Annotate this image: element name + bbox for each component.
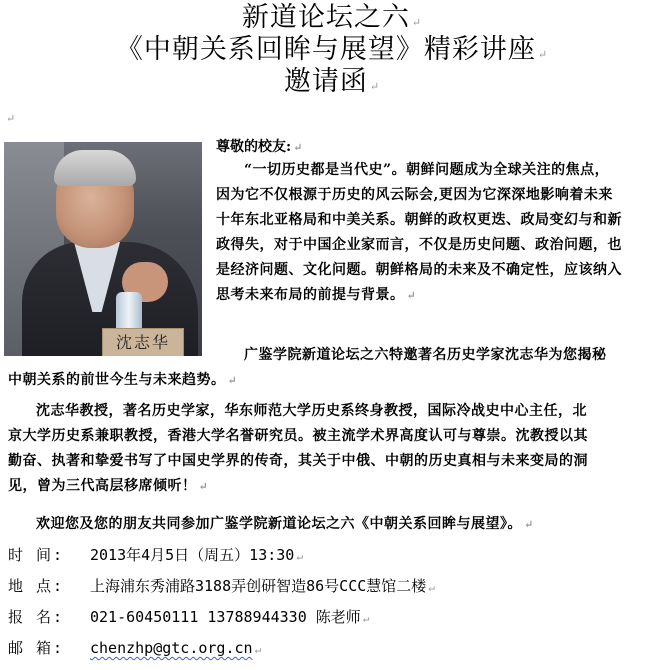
- info-signup: [8, 604, 369, 632]
- paragraph-line: 沈志华教授，著名历史学家，华东师范大学历史系终身教授，国际冷战史中心主任，北: [36, 403, 587, 419]
- paragraph-line: 是经济问题、文化问题。朝鲜格局的未来及不确定性，应该纳入: [216, 262, 622, 278]
- return-mark-icon: ↵: [293, 141, 303, 154]
- paragraph-line: 广鉴学院新道论坛之六特邀著名历史学家沈志华为您揭秘: [244, 347, 607, 363]
- paragraph-line: “一切历史都是当代史”。朝鲜问题成为全球关注的焦点，: [244, 162, 610, 178]
- email-label: 邮 箱:: [8, 639, 65, 657]
- paragraph-line: [8, 474, 660, 499]
- letter-paragraph-2-start: [216, 343, 660, 368]
- time-value: 2013年4月5日（周五）13:30: [90, 546, 295, 564]
- signup-value: 021-60450111 13788944330 陈老师: [90, 608, 361, 626]
- info-place: [8, 573, 435, 601]
- return-mark-icon: ↵: [406, 289, 417, 302]
- paragraph-line: 十年东北亚格局和中美关系。朝鲜的政权更迭、政局变幻与和新: [216, 212, 622, 228]
- speaker-nameplate: 沈志华: [102, 328, 184, 356]
- paragraph-line-text: 思考未来布局的前提与背景。: [216, 287, 405, 303]
- place-value: 上海浦东秀浦路3188弄创研智造86号CCC慧馆二楼: [90, 577, 427, 595]
- return-mark-icon: ↵: [411, 16, 423, 29]
- return-mark-icon: ↵: [428, 581, 435, 594]
- paragraph-line: [8, 512, 660, 537]
- photo-hair: [54, 150, 136, 186]
- return-mark-icon: ↵: [369, 80, 381, 93]
- info-email: [8, 635, 261, 663]
- return-mark-icon: ↵: [362, 612, 370, 625]
- place-label: 地 点:: [8, 577, 65, 595]
- title-text-2: 《中朝关系回眸与展望》精彩讲座: [115, 34, 536, 65]
- return-mark-icon: ↵: [254, 643, 262, 656]
- paragraph-line: 京大学历史系兼职教授，香港大学名誉研究员。被主流学术界高度认可与尊崇。沈教授以其: [8, 428, 588, 444]
- return-mark-icon: ↵: [537, 48, 549, 61]
- return-mark-icon: ↵: [524, 518, 534, 531]
- paragraph-line: 因为它不仅根源于历史的风云际会,更因为它深深地影响着未来: [216, 187, 613, 203]
- paragraph-line: 勤奋、执著和挚爱书写了中国史学界的传奇，其关于中俄、中朝的历史真相与未来变局的洞: [8, 453, 588, 469]
- paragraph-line: [216, 283, 660, 308]
- letter-paragraph-4: [8, 512, 660, 537]
- info-time: [8, 542, 303, 570]
- letter-paragraph-2-end: [8, 368, 660, 393]
- time-label: 时 间:: [8, 546, 65, 564]
- title-text-3: 邀请函: [283, 66, 368, 97]
- speaker-photo: [4, 142, 202, 356]
- signup-label: 报 名:: [8, 608, 65, 626]
- return-mark-icon: ↵: [296, 550, 303, 563]
- title-text-1: 新道论坛之六: [241, 2, 410, 33]
- paragraph-line-text: 见，曾为三代高层移席倾听！: [8, 478, 197, 494]
- return-mark-icon: ↵: [227, 374, 238, 387]
- greeting-text: 尊敬的校友:: [216, 139, 292, 155]
- title-line-3: [0, 66, 664, 103]
- letter-paragraph-1: [216, 158, 660, 308]
- paragraph-line-text: 中朝关系的前世今生与未来趋势。: [8, 372, 226, 388]
- return-mark-icon: ↵: [6, 112, 16, 125]
- paragraph-line-text: 欢迎您及您的朋友共同参加广鉴学院新道论坛之六《中朝关系回眸与展望》。: [36, 516, 522, 532]
- paragraph-line: 政得失，对于中国企业家而言，不仅是历史问题、政治问题，也: [216, 237, 622, 253]
- letter-paragraph-3: [8, 399, 660, 499]
- letter-greeting: [216, 137, 302, 158]
- paragraph-line: [8, 368, 660, 393]
- return-mark-icon: ↵: [198, 480, 209, 493]
- email-value[interactable]: chenzhp@gtc.org.cn: [90, 639, 253, 657]
